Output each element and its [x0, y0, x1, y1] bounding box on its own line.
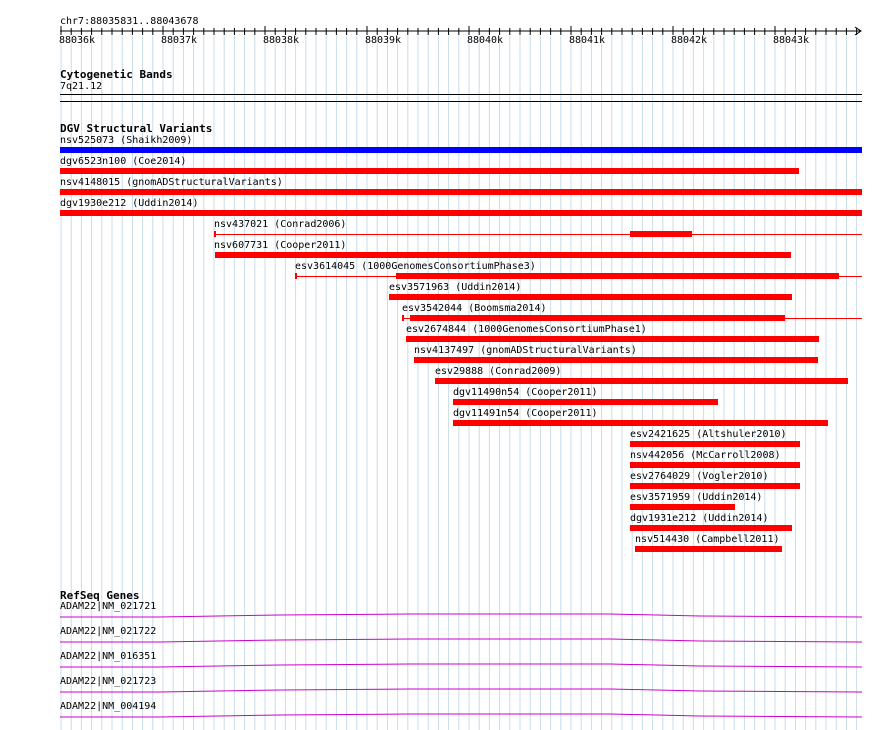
- ruler-tick-label: 88038k: [262, 35, 300, 46]
- dgv-feature-label[interactable]: nsv4148015 (gnomADStructuralVariants): [60, 177, 283, 188]
- refseq-gene-model: [60, 614, 862, 617]
- ruler-tick-label: 88041k: [568, 35, 606, 46]
- dgv-feature-label[interactable]: dgv1931e212 (Uddin2014): [630, 513, 769, 524]
- dgv-feature-label[interactable]: esv3571963 (Uddin2014): [389, 282, 522, 293]
- cytoband-track-title[interactable]: Cytogenetic Bands: [60, 68, 173, 81]
- dgv-feature-bar[interactable]: [435, 378, 848, 384]
- dgv-feature-bar[interactable]: [60, 210, 862, 216]
- dgv-feature-label[interactable]: nsv514430 (Campbell2011): [635, 534, 780, 545]
- cytoband-line-bottom: [60, 101, 862, 102]
- dgv-feature-label[interactable]: nsv437021 (Conrad2006): [214, 219, 347, 230]
- dgv-feature-label[interactable]: nsv442056 (McCarroll2008): [630, 450, 781, 461]
- ruler-tick-label: 88036k: [58, 35, 96, 46]
- dgv-feature-bar[interactable]: [630, 441, 800, 447]
- refseq-gene-label[interactable]: ADAM22|NM_021722: [60, 626, 157, 637]
- refseq-track-title[interactable]: RefSeq Genes: [60, 589, 140, 602]
- dgv-feature-bar[interactable]: [630, 483, 800, 489]
- dgv-feature-bar[interactable]: [215, 252, 791, 258]
- refseq-gene-model: [60, 714, 862, 717]
- cytoband-line-top: [60, 94, 862, 95]
- ruler-tick-label: 88037k: [160, 35, 198, 46]
- ruler-tick-label: 88039k: [364, 35, 402, 46]
- dgv-feature-bar[interactable]: [630, 525, 792, 531]
- dgv-feature-label[interactable]: esv3571959 (Uddin2014): [630, 492, 763, 503]
- dgv-feature-bar[interactable]: [635, 546, 782, 552]
- refseq-gene-label[interactable]: ADAM22|NM_004194: [60, 701, 157, 712]
- cytoband-label: 7q21.12: [60, 81, 103, 92]
- refseq-gene-model: [60, 664, 862, 667]
- dgv-feature-label[interactable]: esv2421625 (Altshuler2010): [630, 429, 787, 440]
- refseq-gene-label[interactable]: ADAM22|NM_021721: [60, 601, 157, 612]
- dgv-feature-label[interactable]: nsv607731 (Cooper2011): [214, 240, 347, 251]
- dgv-feature-bar[interactable]: [406, 336, 819, 342]
- dgv-feature-label[interactable]: nsv4137497 (gnomADStructuralVariants): [414, 345, 637, 356]
- dgv-feature-bar[interactable]: [630, 504, 735, 510]
- ruler-tick-label: 88042k: [670, 35, 708, 46]
- dgv-feature-bar[interactable]: [630, 231, 692, 237]
- dgv-feature-bar[interactable]: [60, 189, 862, 195]
- dgv-feature-label[interactable]: dgv1930e212 (Uddin2014): [60, 198, 199, 209]
- dgv-track-title[interactable]: DGV Structural Variants: [60, 122, 213, 135]
- dgv-feature-label[interactable]: nsv525073 (Shaikh2009): [60, 135, 193, 146]
- dgv-feature-span-line: [214, 234, 862, 235]
- refseq-gene-label[interactable]: ADAM22|NM_021723: [60, 676, 157, 687]
- dgv-feature-bar[interactable]: [396, 273, 839, 279]
- dgv-feature-label[interactable]: dgv11490n54 (Cooper2011): [453, 387, 598, 398]
- dgv-feature-label[interactable]: esv2674844 (1000GenomesConsortiumPhase1): [406, 324, 647, 335]
- dgv-feature-bar[interactable]: [389, 294, 792, 300]
- dgv-feature-start-tick: [214, 231, 216, 237]
- ruler-tick-label: 88043k: [772, 35, 810, 46]
- refseq-gene-model: [60, 689, 862, 692]
- refseq-gene-label[interactable]: ADAM22|NM_016351: [60, 651, 157, 662]
- dgv-feature-bar[interactable]: [60, 168, 799, 174]
- dgv-feature-label[interactable]: esv2764029 (Vogler2010): [630, 471, 769, 482]
- dgv-feature-start-tick: [402, 315, 404, 321]
- ruler-tick-label: 88040k: [466, 35, 504, 46]
- ruler-range-label: chr7:88035831..88043678: [60, 16, 199, 27]
- dgv-feature-label[interactable]: esv3542044 (Boomsma2014): [402, 303, 547, 314]
- refseq-gene-model: [60, 639, 862, 642]
- dgv-feature-bar[interactable]: [453, 420, 828, 426]
- dgv-feature-bar[interactable]: [630, 462, 800, 468]
- dgv-feature-bar[interactable]: [60, 147, 862, 153]
- dgv-feature-bar[interactable]: [414, 357, 818, 363]
- dgv-feature-bar[interactable]: [410, 315, 785, 321]
- dgv-feature-start-tick: [295, 273, 297, 279]
- dgv-feature-bar[interactable]: [453, 399, 718, 405]
- dgv-feature-label[interactable]: dgv6523n100 (Coe2014): [60, 156, 187, 167]
- dgv-feature-label[interactable]: esv3614045 (1000GenomesConsortiumPhase3): [295, 261, 536, 272]
- dgv-feature-label[interactable]: dgv11491n54 (Cooper2011): [453, 408, 598, 419]
- dgv-feature-label[interactable]: esv29888 (Conrad2009): [435, 366, 562, 377]
